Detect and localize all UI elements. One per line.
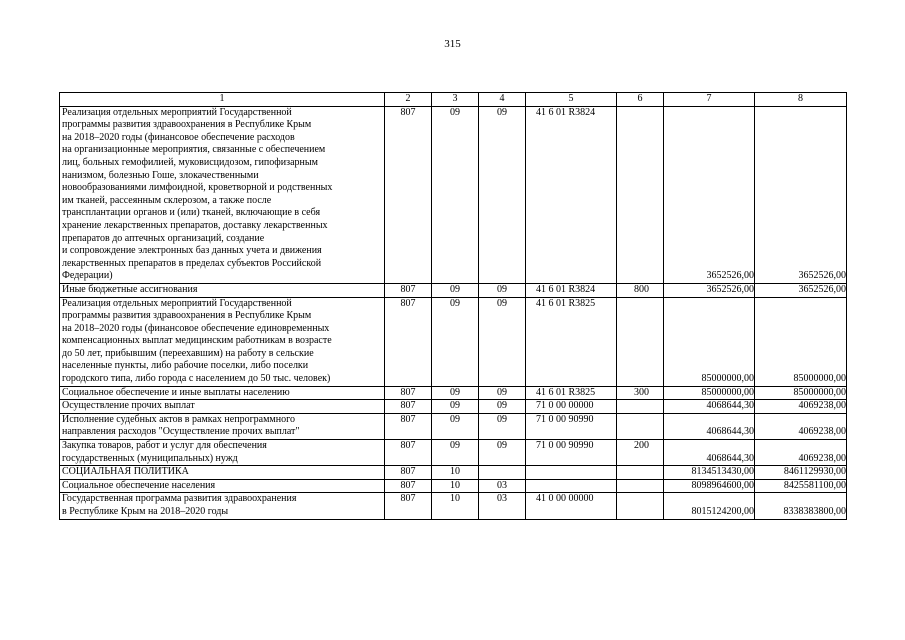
ministry-code-cell: 807 bbox=[385, 466, 432, 480]
target-article-code-cell: 41 6 01 R3825 bbox=[526, 386, 617, 400]
item-name-cell: Иные бюджетные ассигнования bbox=[60, 283, 385, 297]
section-code-cell: 09 bbox=[432, 440, 479, 466]
column-number: 4 bbox=[479, 93, 526, 107]
target-article-code-cell: 41 0 00 00000 bbox=[526, 493, 617, 519]
section-code-cell: 10 bbox=[432, 493, 479, 519]
item-name-cell: Закупка товаров, работ и услуг для обеспечения государственных (муниципальных) нужд bbox=[60, 440, 385, 466]
table-row bbox=[60, 479, 847, 493]
target-article-code-cell: 41 6 01 R3825 bbox=[526, 297, 617, 386]
ministry-code-cell: 807 bbox=[385, 493, 432, 519]
section-code-cell: 09 bbox=[432, 283, 479, 297]
item-name-cell: Реализация отдельных мероприятий Государственной программы развития здравоохранения в Республике Крым на 2018–2020 годы (финансовое обеспечение расходов на организационные мероприятия, связанные с обеспечением лиц, больных гемофилией, муковисцидозом, гипофизарным нанизмом, болезнью Гоше, злокачественными новообразованиями лимфоидной, кроветворной и родственных им тканей, рассеянным склерозом, а также после трансплантации органов и (или) тканей, включающие в себя хранение лекарственных препаратов, доставку лекарственных препаратов до аптечных организаций, создание и сопровождение электронных баз данных учета и движения лекарственных препаратов в пределах субъектов Российской Федерации) bbox=[60, 106, 385, 283]
table-row bbox=[60, 400, 847, 414]
amount-2019-cell: 3652526,00 bbox=[664, 283, 755, 297]
table-row bbox=[60, 297, 847, 386]
ministry-code-cell: 807 bbox=[385, 400, 432, 414]
ministry-code-cell: 807 bbox=[385, 283, 432, 297]
column-number: 3 bbox=[432, 93, 479, 107]
table-row bbox=[60, 466, 847, 480]
expense-type-code-cell bbox=[617, 493, 664, 519]
section-code-cell: 09 bbox=[432, 400, 479, 414]
amount-2020-cell: 3652526,00 bbox=[755, 106, 847, 283]
expense-type-code-cell bbox=[617, 479, 664, 493]
amount-2019-cell: 4068644,30 bbox=[664, 400, 755, 414]
budget-table bbox=[59, 92, 847, 520]
amount-2020-cell: 8461129930,00 bbox=[755, 466, 847, 480]
table-row bbox=[60, 493, 847, 519]
ministry-code-cell: 807 bbox=[385, 440, 432, 466]
item-name-cell: СОЦИАЛЬНАЯ ПОЛИТИКА bbox=[60, 466, 385, 480]
amount-2020-cell: 4069238,00 bbox=[755, 440, 847, 466]
amount-2019-cell: 85000000,00 bbox=[664, 386, 755, 400]
subsection-code-cell: 09 bbox=[479, 440, 526, 466]
item-name-cell: Социальное обеспечение и иные выплаты населению bbox=[60, 386, 385, 400]
ministry-code-cell: 807 bbox=[385, 386, 432, 400]
ministry-code-cell: 807 bbox=[385, 106, 432, 283]
ministry-code-cell: 807 bbox=[385, 479, 432, 493]
subsection-code-cell: 09 bbox=[479, 297, 526, 386]
expense-type-code-cell bbox=[617, 297, 664, 386]
target-article-code-cell: 71 0 00 90990 bbox=[526, 413, 617, 439]
target-article-code-cell: 71 0 00 00000 bbox=[526, 400, 617, 414]
amount-2020-cell: 4069238,00 bbox=[755, 400, 847, 414]
table-row bbox=[60, 386, 847, 400]
subsection-code-cell: 03 bbox=[479, 479, 526, 493]
section-code-cell: 09 bbox=[432, 386, 479, 400]
expense-type-code-cell: 200 bbox=[617, 440, 664, 466]
table-row bbox=[60, 106, 847, 283]
section-code-cell: 10 bbox=[432, 466, 479, 480]
amount-2020-cell: 85000000,00 bbox=[755, 297, 847, 386]
column-number: 6 bbox=[617, 93, 664, 107]
subsection-code-cell: 09 bbox=[479, 413, 526, 439]
target-article-code-cell: 41 6 01 R3824 bbox=[526, 106, 617, 283]
expense-type-code-cell bbox=[617, 106, 664, 283]
amount-2019-cell: 3652526,00 bbox=[664, 106, 755, 283]
column-number: 5 bbox=[526, 93, 617, 107]
column-number: 2 bbox=[385, 93, 432, 107]
amount-2020-cell: 8338383800,00 bbox=[755, 493, 847, 519]
ministry-code-cell: 807 bbox=[385, 297, 432, 386]
amount-2019-cell: 8134513430,00 bbox=[664, 466, 755, 480]
target-article-code-cell bbox=[526, 479, 617, 493]
amount-2020-cell: 8425581100,00 bbox=[755, 479, 847, 493]
table-row bbox=[60, 440, 847, 466]
subsection-code-cell: 03 bbox=[479, 493, 526, 519]
target-article-code-cell bbox=[526, 466, 617, 480]
expense-type-code-cell bbox=[617, 400, 664, 414]
expense-type-code-cell bbox=[617, 413, 664, 439]
amount-2019-cell: 85000000,00 bbox=[664, 297, 755, 386]
expense-type-code-cell bbox=[617, 466, 664, 480]
column-number: 7 bbox=[664, 93, 755, 107]
expense-type-code-cell: 800 bbox=[617, 283, 664, 297]
column-number: 8 bbox=[755, 93, 847, 107]
amount-2020-cell: 3652526,00 bbox=[755, 283, 847, 297]
header-row bbox=[60, 93, 847, 107]
amount-2019-cell: 8015124200,00 bbox=[664, 493, 755, 519]
subsection-code-cell: 09 bbox=[479, 283, 526, 297]
section-code-cell: 09 bbox=[432, 297, 479, 386]
section-code-cell: 09 bbox=[432, 106, 479, 283]
amount-2019-cell: 4068644,30 bbox=[664, 413, 755, 439]
subsection-code-cell: 09 bbox=[479, 400, 526, 414]
ministry-code-cell: 807 bbox=[385, 413, 432, 439]
expense-type-code-cell: 300 bbox=[617, 386, 664, 400]
amount-2020-cell: 85000000,00 bbox=[755, 386, 847, 400]
item-name-cell: Осуществление прочих выплат bbox=[60, 400, 385, 414]
section-code-cell: 09 bbox=[432, 413, 479, 439]
column-number: 1 bbox=[60, 93, 385, 107]
subsection-code-cell bbox=[479, 466, 526, 480]
subsection-code-cell: 09 bbox=[479, 386, 526, 400]
amount-2019-cell: 8098964600,00 bbox=[664, 479, 755, 493]
section-code-cell: 10 bbox=[432, 479, 479, 493]
subsection-code-cell: 09 bbox=[479, 106, 526, 283]
page-number: 315 bbox=[444, 38, 461, 50]
item-name-cell: Государственная программа развития здравоохранения в Республике Крым на 2018–2020 годы bbox=[60, 493, 385, 519]
amount-2020-cell: 4069238,00 bbox=[755, 413, 847, 439]
target-article-code-cell: 71 0 00 90990 bbox=[526, 440, 617, 466]
item-name-cell: Реализация отдельных мероприятий Государственной программы развития здравоохранения в Республике Крым на 2018–2020 годы (финансовое обеспечение единовременных компенсационных выплат медицинским работникам в возрасте до 50 лет, прибывшим (переехавшим) на работу в сельские населенные пункты, либо рабочие поселки, либо поселки городского типа, либо города с населением до 50 тыс. человек) bbox=[60, 297, 385, 386]
amount-2019-cell: 4068644,30 bbox=[664, 440, 755, 466]
table-row bbox=[60, 413, 847, 439]
item-name-cell: Исполнение судебных актов в рамках непрограммного направления расходов "Осуществление прочих выплат" bbox=[60, 413, 385, 439]
table-row bbox=[60, 283, 847, 297]
item-name-cell: Социальное обеспечение населения bbox=[60, 479, 385, 493]
target-article-code-cell: 41 6 01 R3824 bbox=[526, 283, 617, 297]
